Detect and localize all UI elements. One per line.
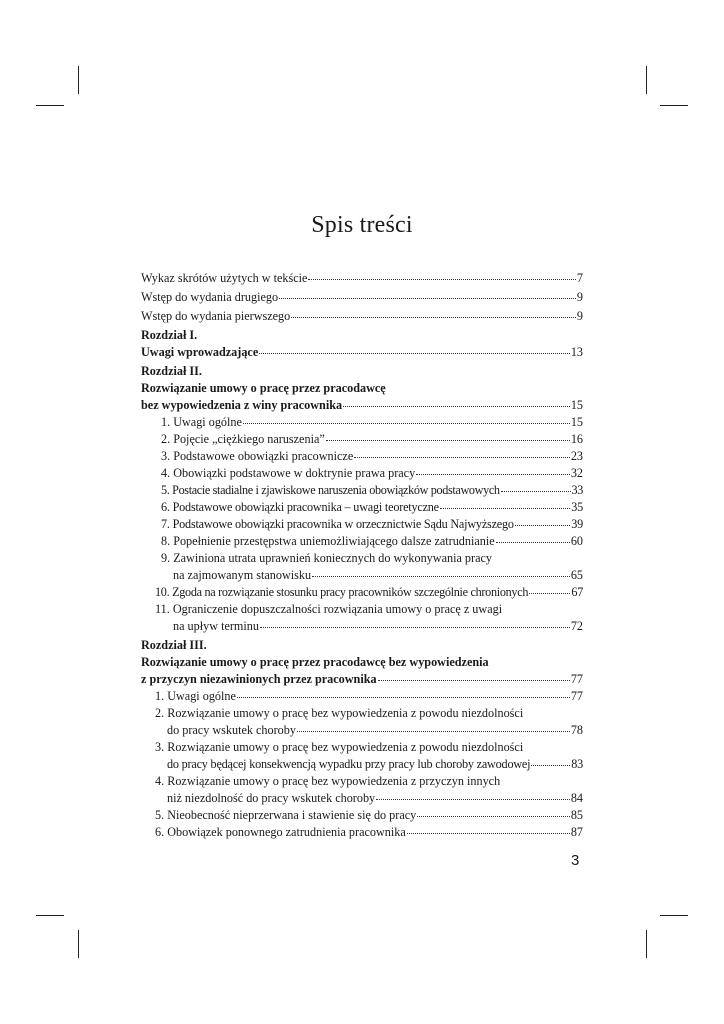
toc-page-number: 65 bbox=[570, 568, 583, 582]
toc-entry-2-11-line1: 11. Ograniczenie dopuszczalności rozwiązania umowy o pracę z uwagi bbox=[155, 602, 503, 616]
toc-page-number: 60 bbox=[570, 534, 583, 548]
dot-leader bbox=[312, 573, 570, 577]
dot-leader bbox=[407, 830, 570, 834]
toc-entry-label: 2. Pojęcie „ciężkiego naruszenia” bbox=[161, 432, 325, 446]
crop-mark-bottom-right bbox=[646, 930, 647, 958]
toc-page-number: 83 bbox=[571, 757, 583, 771]
dot-leader bbox=[417, 813, 570, 817]
toc-entry-3-3-line1: 3. Rozwiązanie umowy o pracę bez wypowiedzenia z powodu niezdolności bbox=[155, 740, 524, 754]
dot-leader bbox=[515, 522, 570, 526]
toc-page-number: 77 bbox=[570, 672, 583, 686]
toc-page-number: 9 bbox=[576, 290, 583, 304]
toc-page-number: 72 bbox=[570, 619, 583, 633]
toc-page-number: 32 bbox=[570, 466, 583, 480]
crop-mark-bottom-left-h bbox=[36, 915, 64, 916]
toc-entry-preface-second[interactable] bbox=[141, 289, 583, 306]
toc-page-number: 15 bbox=[570, 415, 583, 429]
toc-entry-label: na zajmowanym stanowisku bbox=[173, 568, 312, 582]
toc-page-number: 87 bbox=[570, 825, 583, 839]
toc-entry-2-3[interactable] bbox=[141, 448, 583, 465]
chapter-3-number: Rozdział III. bbox=[141, 638, 207, 652]
crop-mark-bottom-right-h bbox=[660, 915, 688, 916]
toc-entry-2-10[interactable] bbox=[141, 584, 583, 601]
toc-entry-label: 5. Postacie stadialne i zjawiskowe naruszenia obowiązków podstawowych bbox=[161, 483, 500, 497]
toc-page-number: 7 bbox=[576, 271, 583, 285]
toc-entry-2-11[interactable] bbox=[141, 618, 583, 635]
toc-entry-label: 6. Obowiązek ponownego zatrudnienia pracownika bbox=[155, 825, 406, 839]
toc-entry-2-7[interactable] bbox=[141, 516, 583, 533]
dot-leader bbox=[376, 796, 570, 800]
chapter-2-title-line1: Rozwiązanie umowy o pracę przez pracodawcę bbox=[141, 381, 386, 395]
chapter-2-number: Rozdział II. bbox=[141, 364, 202, 378]
toc-entry-label: 10. Zgoda na rozwiązanie stosunku pracy pracowników szczególnie chronionych bbox=[155, 585, 529, 599]
toc-page-number: 16 bbox=[570, 432, 583, 446]
toc-entry-label: Wstęp do wydania drugiego bbox=[141, 290, 279, 304]
toc-page-number: 67 bbox=[571, 585, 583, 599]
toc-entry-chapter-1[interactable] bbox=[141, 344, 583, 361]
toc-entry-2-5[interactable] bbox=[141, 482, 583, 499]
toc-page-number: 84 bbox=[570, 791, 583, 805]
toc-page-number: 39 bbox=[571, 517, 583, 531]
toc-entry-label: 3. Podstawowe obowiązki pracownicze bbox=[161, 449, 354, 463]
dot-leader bbox=[440, 505, 570, 509]
toc-entry-3-2[interactable] bbox=[141, 722, 583, 739]
toc-entry-label: na upływ terminu bbox=[173, 619, 259, 633]
dot-leader bbox=[416, 471, 570, 475]
toc-entry-abbreviations[interactable] bbox=[141, 270, 583, 287]
toc-entry-label: 4. Obowiązki podstawowe w doktrynie prawa pracy bbox=[161, 466, 416, 480]
toc-entry-3-2-line1: 2. Rozwiązanie umowy o pracę bez wypowiedzenia z powodu niezdolności bbox=[155, 706, 524, 720]
toc-page-number: 13 bbox=[570, 345, 583, 359]
dot-leader bbox=[259, 350, 570, 354]
toc-entry-2-8[interactable] bbox=[141, 533, 583, 550]
table-of-contents bbox=[141, 270, 583, 841]
toc-entry-3-3[interactable] bbox=[141, 756, 583, 773]
crop-mark-top-left-h bbox=[36, 105, 64, 106]
dot-leader bbox=[308, 276, 575, 280]
toc-entry-label: 6. Podstawowe obowiązki pracownika – uwagi teoretyczne bbox=[161, 500, 439, 514]
crop-mark-top-left bbox=[78, 66, 79, 94]
toc-entry-label: 1. Uwagi ogólne bbox=[161, 415, 242, 429]
chapter-3-title-line2: z przyczyn niezawinionych przez pracownika bbox=[141, 672, 377, 686]
toc-entry-preface-first[interactable] bbox=[141, 308, 583, 325]
crop-mark-top-right bbox=[646, 66, 647, 94]
crop-mark-bottom-left bbox=[78, 930, 79, 958]
toc-page-number: 78 bbox=[570, 723, 583, 737]
toc-entry-label: do pracy będącej konsekwencją wypadku przy pracy lub choroby zawodowej bbox=[167, 757, 531, 771]
toc-entry-3-6[interactable] bbox=[141, 824, 583, 841]
toc-entry-2-9[interactable] bbox=[141, 567, 583, 584]
toc-entry-label: Wstęp do wydania pierwszego bbox=[141, 309, 291, 323]
toc-entry-2-4[interactable] bbox=[141, 465, 583, 482]
toc-entry-chapter-2[interactable] bbox=[141, 397, 583, 414]
toc-entry-2-9-line1: 9. Zawiniona utrata uprawnień koniecznych do wykonywania pracy bbox=[161, 551, 492, 565]
toc-page-number: 15 bbox=[570, 398, 583, 412]
dot-leader bbox=[529, 590, 570, 594]
toc-entry-3-5[interactable] bbox=[141, 807, 583, 824]
toc-page-number: 77 bbox=[570, 689, 583, 703]
chapter-1-title: Uwagi wprowadzające bbox=[141, 345, 259, 359]
dot-leader bbox=[354, 454, 570, 458]
dot-leader bbox=[237, 694, 570, 698]
toc-entry-label: 1. Uwagi ogólne bbox=[155, 689, 236, 703]
dot-leader bbox=[291, 314, 576, 318]
toc-entry-3-4-line1: 4. Rozwiązanie umowy o pracę bez wypowiedzenia z przyczyn innych bbox=[155, 774, 501, 788]
toc-page-number: 33 bbox=[571, 483, 583, 497]
dot-leader bbox=[297, 728, 570, 732]
toc-entry-label: 8. Popełnienie przestępstwa uniemożliwiającego dalsze zatrudnianie bbox=[161, 534, 495, 548]
toc-entry-2-2[interactable] bbox=[141, 431, 583, 448]
toc-entry-3-4[interactable] bbox=[141, 790, 583, 807]
toc-entry-2-1[interactable] bbox=[141, 414, 583, 431]
toc-page-number: 35 bbox=[571, 500, 583, 514]
toc-entry-label: 5. Nieobecność nieprzerwana i stawienie się do pracy bbox=[155, 808, 417, 822]
dot-leader bbox=[378, 677, 570, 681]
toc-entry-label: 7. Podstawowe obowiązki pracownika w orzecznictwie Sądu Najwyższego bbox=[161, 517, 514, 531]
toc-entry-label: niż niezdolność do pracy wskutek choroby bbox=[167, 791, 376, 805]
chapter-3-title-line1: Rozwiązanie umowy o pracę przez pracodawcę bez wypowiedzenia bbox=[141, 655, 489, 669]
toc-entry-3-1[interactable] bbox=[141, 688, 583, 705]
dot-leader bbox=[501, 488, 571, 492]
dot-leader bbox=[531, 762, 570, 766]
dot-leader bbox=[326, 437, 570, 441]
page-number: 3 bbox=[571, 852, 580, 869]
toc-entry-label: do pracy wskutek choroby bbox=[167, 723, 296, 737]
dot-leader bbox=[279, 295, 576, 299]
toc-entry-label: Wykaz skrótów użytych w tekście bbox=[141, 271, 308, 285]
chapter-2-title-line2: bez wypowiedzenia z winy pracownika bbox=[141, 398, 343, 412]
chapter-1-number: Rozdział I. bbox=[141, 328, 198, 342]
toc-entry-2-6[interactable] bbox=[141, 499, 583, 516]
dot-leader bbox=[260, 624, 570, 628]
toc-entry-chapter-3[interactable] bbox=[141, 671, 583, 688]
crop-mark-top-right-h bbox=[660, 105, 688, 106]
dot-leader bbox=[243, 420, 570, 424]
page-title: Spis treści bbox=[311, 212, 413, 238]
toc-page-number: 23 bbox=[570, 449, 583, 463]
toc-page-number: 85 bbox=[570, 808, 583, 822]
dot-leader bbox=[343, 403, 570, 407]
toc-page-number: 9 bbox=[576, 309, 583, 323]
dot-leader bbox=[496, 539, 570, 543]
